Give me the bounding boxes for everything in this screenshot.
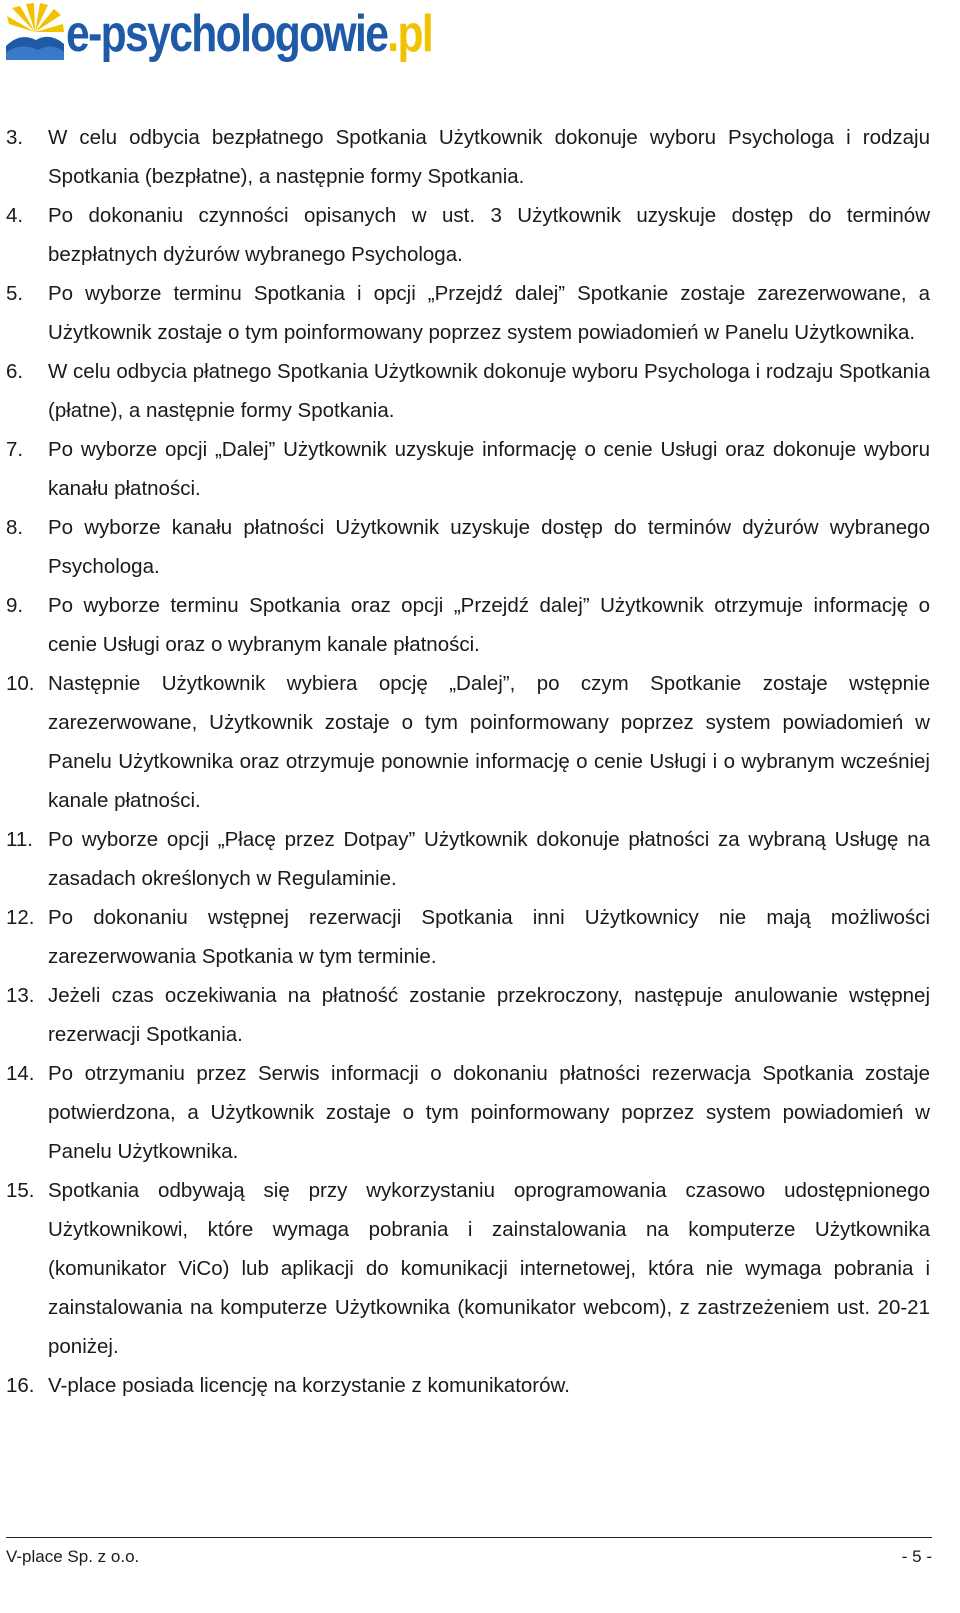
list-item-text: Po wyborze terminu Spotkania oraz opcji „Przejdź dalej” Użytkownik otrzymuje informację o cenie Usługi oraz o wybranym kanale płatności. [48,594,930,656]
list-item-number: 6. [6,360,24,383]
list-item [0,508,930,586]
list-item-number: 5. [6,282,24,305]
list-item [0,976,930,1054]
list-item [0,586,930,664]
list-item [0,820,930,898]
list-item [0,274,930,352]
list-item-text: V-place posiada licencję na korzystanie z komunikatorów. [48,1374,570,1397]
list-item-number: 14. [6,1062,35,1085]
list-item-text: Po otrzymaniu przez Serwis informacji o dokonaniu płatności rezerwacja Spotkania zostaje potwierdzona, a Użytkownik zostaje o tym poinformowany poprzez system powiadomień w Panelu Użytkownika. [48,1062,930,1163]
list-item [0,430,930,508]
list-item-number: 9. [6,594,24,617]
list-item-text: Po wyborze opcji „Dalej” Użytkownik uzyskuje informację o cenie Usługi oraz dokonuje wyboru kanału płatności. [48,438,930,500]
list-item-number: 13. [6,984,35,1007]
list-item [0,352,930,430]
list-item-text: Po wyborze opcji „Płacę przez Dotpay” Użytkownik dokonuje płatności za wybraną Usługę na zasadach określonych w Regulaminie. [48,828,930,890]
site-logo [6,0,513,63]
list-item-number: 7. [6,438,24,461]
list-item-number: 10. [6,672,35,695]
list-item-text: Po dokonaniu wstępnej rezerwacji Spotkania inni Użytkownicy nie mają możliwości zarezerwowania Spotkania w tym terminie. [48,906,930,968]
list-item [0,1054,930,1171]
list-item [0,898,930,976]
list-item-number: 8. [6,516,24,539]
list-item-text: Jeżeli czas oczekiwania na płatność zostanie przekroczony, następuje anulowanie wstępnej rezerwacji Spotkania. [48,984,930,1046]
sunrise-logo-icon [6,2,64,60]
list-item-number: 16. [6,1374,35,1397]
list-item-number: 4. [6,204,24,227]
list-item [0,118,930,196]
list-item-text: Spotkania odbywają się przy wykorzystaniu oprogramowania czasowo udostępnionego Użytkownikowi, które wymaga pobrania i zainstalowania na komputerze Użytkownika (komunikator ViCo) lub aplikacji do komunikacji internetowej, która nie wymaga pobrania i zainstalowania na komputerze Użytkownika (komunikator webcom), z zastrzeżeniem ust. 20-21 poniżej. [48,1179,930,1358]
list-item-text: Po dokonaniu czynności opisanych w ust. 3 Użytkownik uzyskuje dostęp do terminów bezpłatnych dyżurów wybranego Psychologa. [48,204,930,266]
list-item-text: Po wyborze terminu Spotkania i opcji „Przejdź dalej” Spotkanie zostaje zarezerwowane, a Użytkownik zostaje o tym poinformowany poprzez system powiadomień w Panelu Użytkownika. [48,282,930,344]
logo-text-main: e-psychologowie [66,5,388,63]
list-item-number: 12. [6,906,35,929]
list-item [0,1366,930,1405]
list-item-text: W celu odbycia bezpłatnego Spotkania Użytkownik dokonuje wyboru Psychologa i rodzaju Spotkania (bezpłatne), a następnie formy Spotkania. [48,126,930,188]
list-item-number: 11. [6,828,33,851]
footer-page-number: - 5 - [901,1547,932,1566]
footer-divider [6,1537,932,1538]
list-item-text: W celu odbycia płatnego Spotkania Użytkownik dokonuje wyboru Psychologa i rodzaju Spotkania (płatne), a następnie formy Spotkania. [48,360,931,422]
list-item-number: 15. [6,1179,35,1202]
list-item-number: 3. [6,126,24,149]
list-item [0,196,930,274]
footer-company: V-place Sp. z o.o. [6,1547,140,1566]
numbered-list [0,118,930,1405]
logo-text-domain: .pl [387,5,433,63]
list-item [0,1171,930,1366]
logo-wordmark [66,5,433,63]
list-item-text: Następnie Użytkownik wybiera opcję „Dalej”, po czym Spotkanie zostaje wstępnie zarezerwowane, Użytkownik zostaje o tym poinformowany poprzez system powiadomień w Panelu Użytkownika oraz otrzymuje ponownie informację o cenie Usługi i o wybranym wcześniej kanale płatności. [48,672,930,812]
list-item-text: Po wyborze kanału płatności Użytkownik uzyskuje dostęp do terminów dyżurów wybranego Psychologa. [48,516,930,578]
list-item [0,664,930,820]
